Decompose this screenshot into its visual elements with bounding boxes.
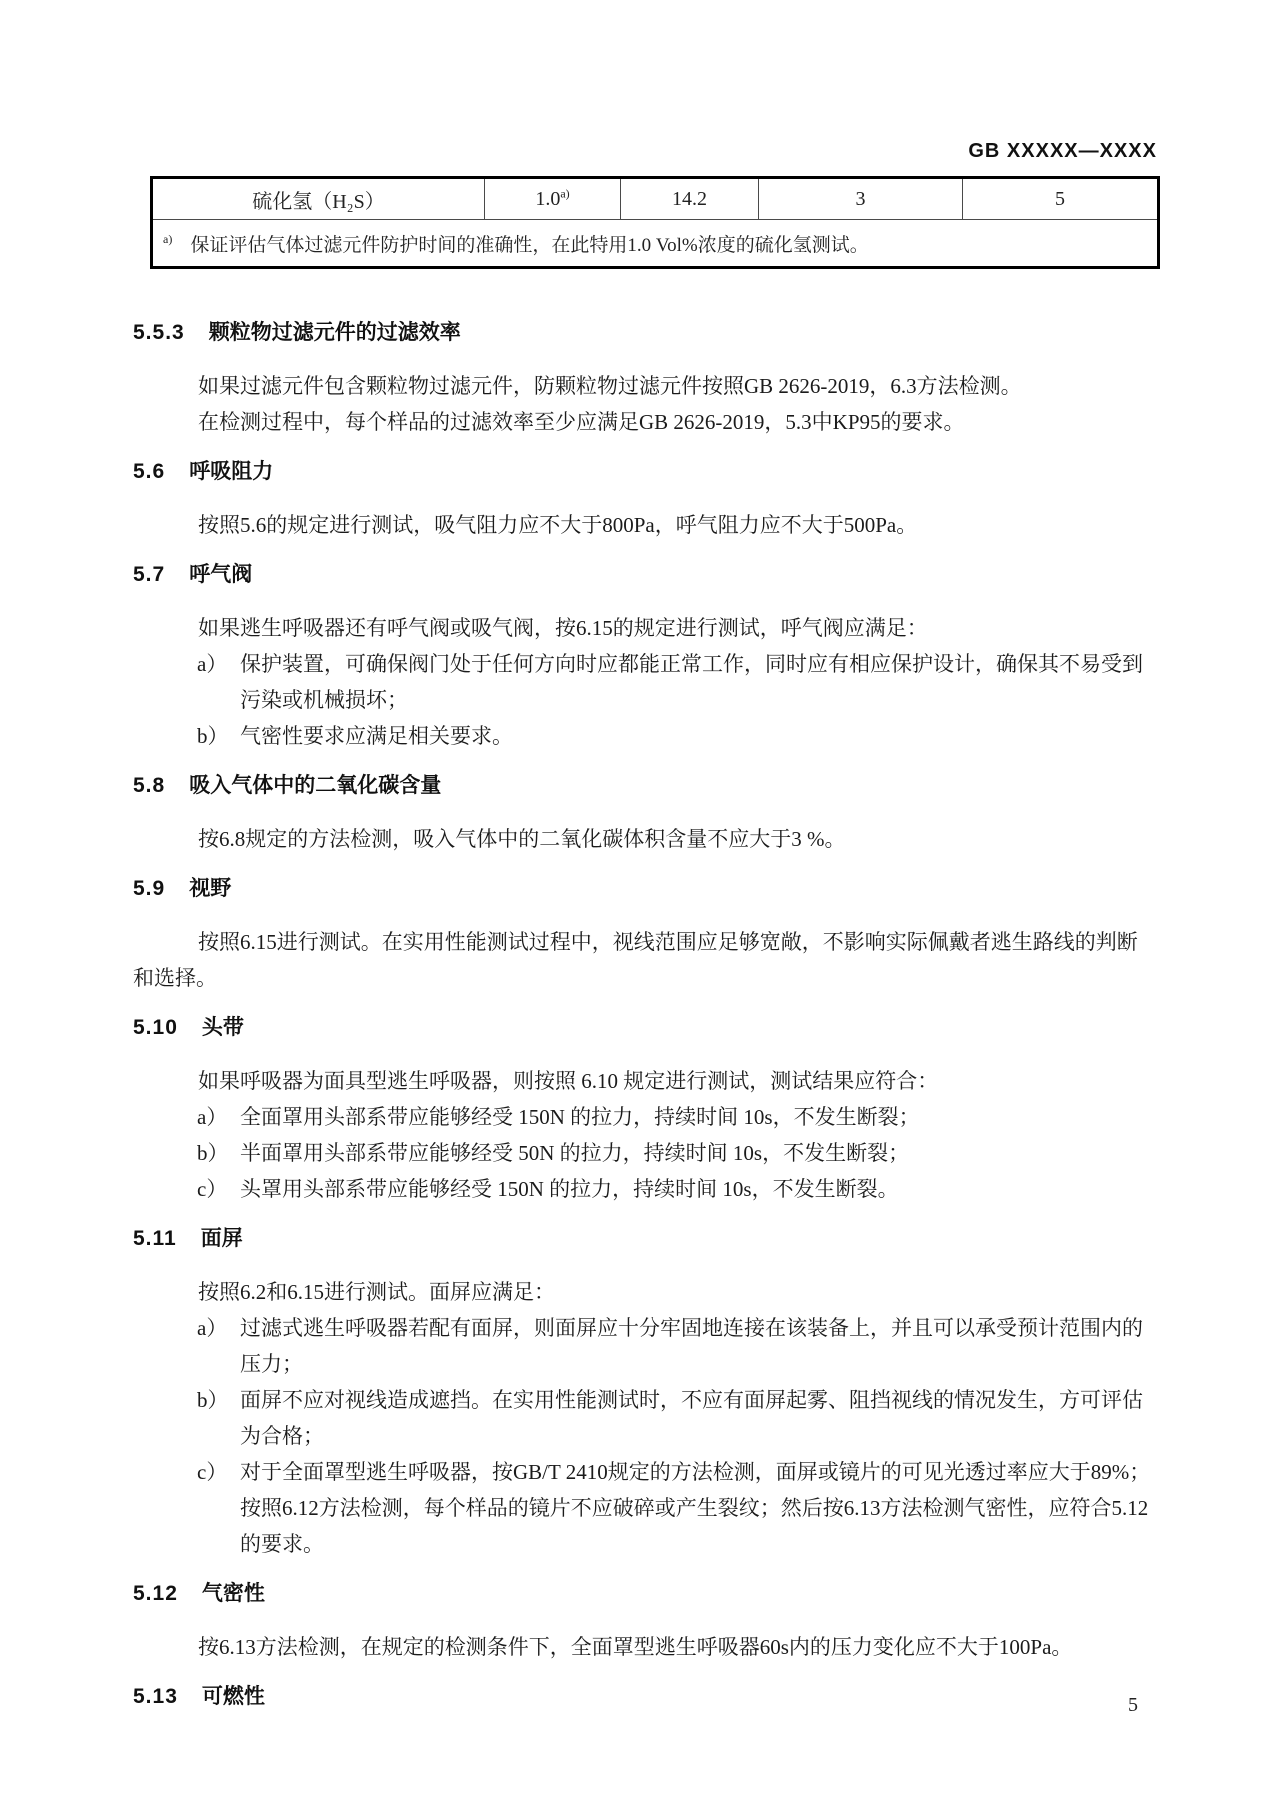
table-footnote-row [152, 220, 1159, 268]
paragraph: 如果呼吸器为面具型逃生呼吸器，则按照 6.10 规定进行测试，测试结果应符合： [198, 1069, 939, 1093]
cell-substance [152, 178, 485, 220]
section-5-10 [133, 1010, 1157, 1207]
section-5-12 [133, 1576, 1157, 1665]
clause-heading: 5.10 头带 [133, 1016, 244, 1039]
substance-label: 硫化氢（H₂S） [252, 190, 385, 213]
paragraph: 按6.13方法检测，在规定的检测条件下，全面罩型逃生呼吸器60s内的压力变化应不大于100Pa。 [198, 1635, 1073, 1659]
gas-filter-test-table [150, 176, 1160, 269]
page-header [133, 138, 1157, 164]
page-content [133, 138, 1157, 1732]
clause-heading: 5.7 呼气阀 [133, 563, 253, 586]
cell-value-4: 5 [963, 178, 1159, 220]
paragraph: 按照6.15进行测试。在实用性能测试过程中，视线范围应足够宽敞，不影响实际佩戴者逃生路线的判断和选择。 [133, 930, 1138, 990]
section-5-9 [133, 871, 1157, 996]
paragraph: 在检测过程中，每个样品的过滤效率至少应满足GB 2626-2019，5.3中KP95的要求。 [198, 410, 965, 434]
section-5-5-3 [133, 315, 1157, 440]
clause-heading: 5.6 呼吸阻力 [133, 460, 274, 483]
clause-heading: 5.8 吸入气体中的二氧化碳含量 [133, 774, 442, 797]
clause-heading: 5.11 面屏 [133, 1227, 243, 1250]
table-footnote-cell [152, 220, 1159, 268]
clause-heading: 5.5.3 颗粒物过滤元件的过滤效率 [133, 321, 461, 344]
clause-heading: 5.13 可燃性 [133, 1685, 265, 1708]
cell-value-2: 14.2 [621, 178, 759, 220]
table-row-hydrogen-sulfide [152, 178, 1159, 220]
section-5-6 [133, 454, 1157, 543]
page-number: 5 [1128, 1694, 1138, 1716]
paragraph: 按照6.2和6.15进行测试。面屏应满足： [198, 1280, 555, 1304]
list-item-a: a） 保护装置，可确保阀门处于任何方向时应都能正常工作，同时应有相应保护设计，确保其不易受到污染或机械损坏； [197, 652, 1143, 712]
list-item-b: b） 面屏不应对视线造成遮挡。在实用性能测试时，不应有面屏起雾、阻挡视线的情况发生，方可评估为合格； [197, 1388, 1143, 1448]
footnote-marker: a) [163, 232, 173, 247]
section-5-8 [133, 768, 1157, 857]
footnote-ref: a) [560, 185, 570, 200]
section-5-13 [133, 1679, 1157, 1715]
paragraph: 按6.8规定的方法检测，吸入气体中的二氧化碳体积含量不应大于3 %。 [198, 827, 846, 851]
list-item-a: a） 过滤式逃生呼吸器若配有面屏，则面屏应十分牢固地连接在该装备上，并且可以承受预计范围内的压力； [197, 1316, 1143, 1376]
clauses [133, 315, 1157, 1715]
footnote-text: 保证评估气体过滤元件防护时间的准确性，在此特用1.0 Vol%浓度的硫化氢测试。 [190, 234, 869, 256]
paragraph: 如果逃生呼吸器还有呼气阀或吸气阀，按6.15的规定进行测试，呼气阀应满足： [198, 616, 928, 640]
list-item-b: b） 气密性要求应满足相关要求。 [197, 724, 513, 748]
paragraph: 如果过滤元件包含颗粒物过滤元件，防颗粒物过滤元件按照GB 2626-2019，6.3方法检测。 [198, 374, 1022, 398]
list-item-c: c） 对于全面罩型逃生呼吸器，按GB/T 2410规定的方法检测，面屏或镜片的可见光透过率应大于89%；按照6.12方法检测，每个样品的镜片不应破碎或产生裂纹；然后按6.13方法检测气密性，应符合5.12的要求。 [197, 1460, 1151, 1556]
clause-heading: 5.12 气密性 [133, 1582, 265, 1605]
cell-concentration [485, 178, 621, 220]
section-5-7 [133, 557, 1157, 754]
standard-number: GB XXXXX—XXXX [968, 140, 1157, 162]
clause-heading: 5.9 视野 [133, 877, 232, 900]
cell-value-3: 3 [759, 178, 963, 220]
list-item-b: b） 半面罩用头部系带应能够经受 50N 的拉力，持续时间 10s，不发生断裂； [197, 1141, 910, 1165]
section-5-11 [133, 1221, 1157, 1562]
paragraph: 按照5.6的规定进行测试，吸气阻力应不大于800Pa，呼气阻力应不大于500Pa。 [198, 513, 918, 537]
list-item-a: a） 全面罩用头部系带应能够经受 150N 的拉力，持续时间 10s，不发生断裂； [197, 1105, 920, 1129]
concentration-value: 1.0 [535, 187, 561, 210]
list-item-c: c） 头罩用头部系带应能够经受 150N 的拉力，持续时间 10s，不发生断裂。 [197, 1177, 899, 1201]
